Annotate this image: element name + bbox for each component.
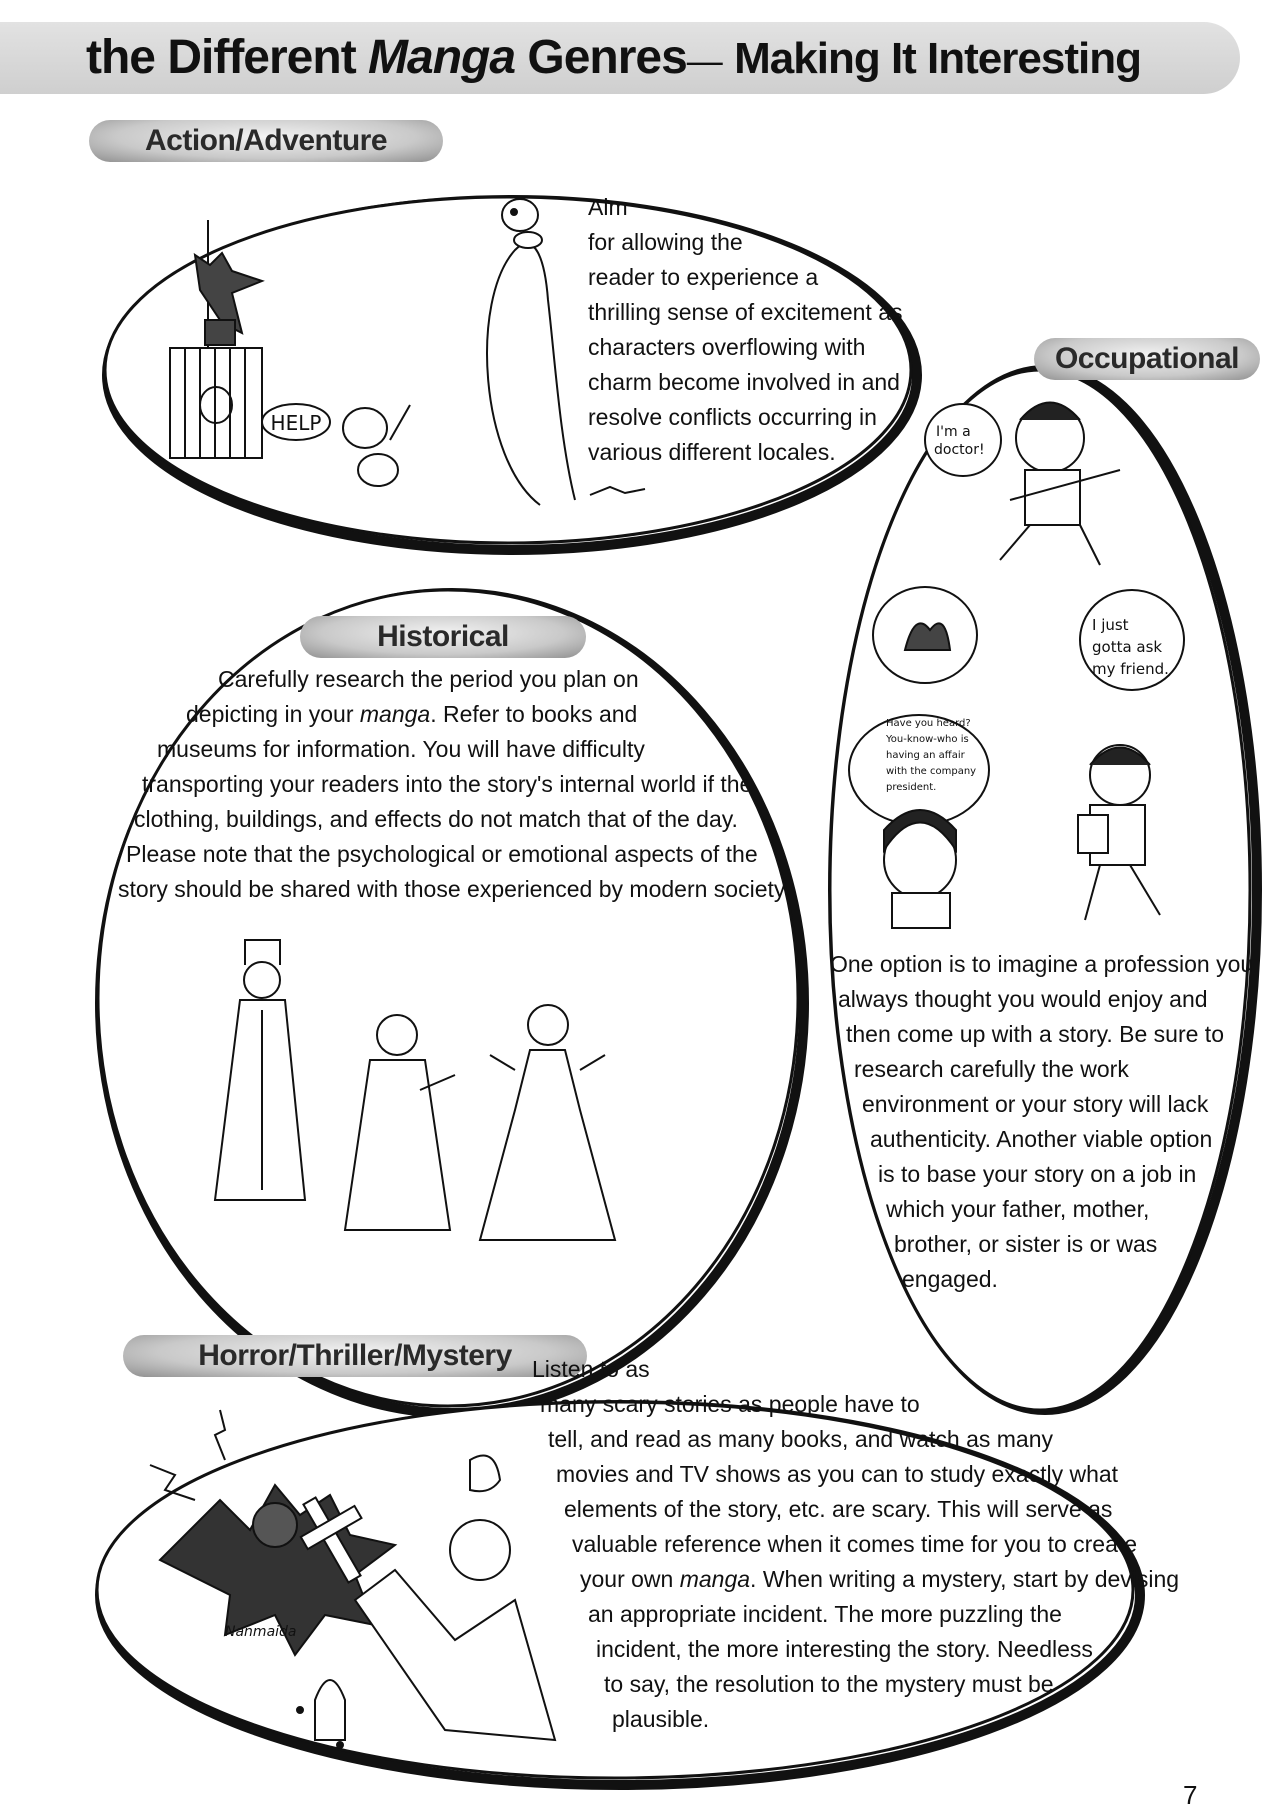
text-line: engaged. xyxy=(902,1266,998,1292)
text-line: elements of the story, etc. are scary. This will serve as xyxy=(564,1496,1113,1522)
text-line: environment or your story will lack xyxy=(862,1091,1209,1117)
bubble-line: You-know-who is xyxy=(886,734,969,745)
title-dash: — xyxy=(686,40,722,81)
page-number: 7 xyxy=(1183,1780,1198,1810)
title-italic: Manga xyxy=(368,31,516,84)
text-line: story should be shared with those experienced by modern society. xyxy=(118,876,791,902)
help-bubble xyxy=(262,404,330,440)
bubble-line: I just xyxy=(1092,616,1129,634)
genre-label-historical: Historical xyxy=(300,616,586,658)
page-subtitle: Making It Interesting xyxy=(734,34,1141,83)
text-line: incident, the more interesting the story. Needless xyxy=(596,1636,1093,1662)
text-line: tell, and read as many books, and watch as many xyxy=(548,1426,1054,1452)
bubble-line: gotta ask xyxy=(1092,638,1163,656)
text-line: movies and TV shows as you can to study exactly what xyxy=(556,1461,1119,1487)
text-line: valuable reference when it comes time for you to create xyxy=(572,1531,1138,1557)
text-segment: . Refer to books and xyxy=(430,701,638,727)
bubble-line: doctor! xyxy=(934,442,985,458)
text-segment: depicting in your xyxy=(186,701,360,727)
text-line: plausible. xyxy=(612,1706,710,1732)
doctor-bubble xyxy=(925,404,1001,476)
text-line: Listen to as xyxy=(532,1356,650,1382)
text-line: characters overflowing with xyxy=(588,334,866,360)
text-line: reader to experience a xyxy=(588,264,819,290)
text-line xyxy=(186,703,637,726)
text-line: brother, or sister is or was xyxy=(894,1231,1158,1257)
text-line: museums for information. You will have difficulty xyxy=(157,736,645,762)
text-line: thrilling sense of excitement as xyxy=(588,299,903,325)
bubble-line: Have you heard? xyxy=(886,718,971,729)
genre-label-occupational: Occupational xyxy=(1034,338,1260,380)
text-line: charm become involved in and xyxy=(588,369,900,395)
help-bubble-text: HELP xyxy=(270,411,322,435)
text-line: for allowing the xyxy=(588,229,743,255)
text-line: many scary stories as people have to xyxy=(540,1391,920,1417)
text-line: Carefully research the period you plan on xyxy=(218,666,639,692)
text-line: Aim xyxy=(588,194,628,220)
italic-word: manga xyxy=(679,1566,751,1592)
text-line: Please note that the psychological or emotional aspects of the xyxy=(126,841,758,867)
text-line: an appropriate incident. The more puzzling the xyxy=(588,1601,1062,1627)
text-line: which your father, mother, xyxy=(886,1196,1150,1222)
text-line: research carefully the work xyxy=(854,1056,1129,1082)
gossip-thought-bubble xyxy=(873,587,977,683)
gossip-woman-icon xyxy=(884,810,956,928)
bubble-line: my friend. xyxy=(1092,660,1169,678)
genre-label-action: Action/Adventure xyxy=(89,120,443,162)
text-line: is to base your story on a job in xyxy=(878,1161,1197,1187)
text-line: transporting your readers into the story's internal world if the xyxy=(142,771,753,797)
text-line: to say, the resolution to the mystery must be xyxy=(604,1671,1054,1697)
nanmaida-caption: Nanmaida xyxy=(225,1624,297,1640)
bubble-line: having an affair xyxy=(886,750,965,761)
page-title xyxy=(86,22,1141,94)
text-line: always thought you would enjoy and xyxy=(838,986,1208,1012)
text-line: various different locales. xyxy=(588,439,836,465)
genre-label-horror: Horror/Thriller/Mystery xyxy=(123,1335,587,1377)
text-line: One option is to imagine a profession you xyxy=(830,951,1254,977)
title-post: Genres xyxy=(515,31,687,84)
italic-word: manga xyxy=(359,701,431,727)
text-line xyxy=(580,1568,1179,1591)
text-segment: . When writing a mystery, start by devising xyxy=(750,1566,1180,1592)
text-line: clothing, buildings, and effects do not match that of the day. xyxy=(134,806,738,832)
bubble-line: with the company xyxy=(886,766,977,777)
text-line: then come up with a story. Be sure to xyxy=(846,1021,1224,1047)
text-line: resolve conflicts occurring in xyxy=(588,404,877,430)
text-line: authenticity. Another viable option xyxy=(870,1126,1213,1152)
title-pre: the Different xyxy=(86,31,369,84)
bubble-line: president. xyxy=(886,782,937,793)
text-segment: your own xyxy=(580,1566,680,1592)
bubble-line: I'm a xyxy=(936,424,971,440)
